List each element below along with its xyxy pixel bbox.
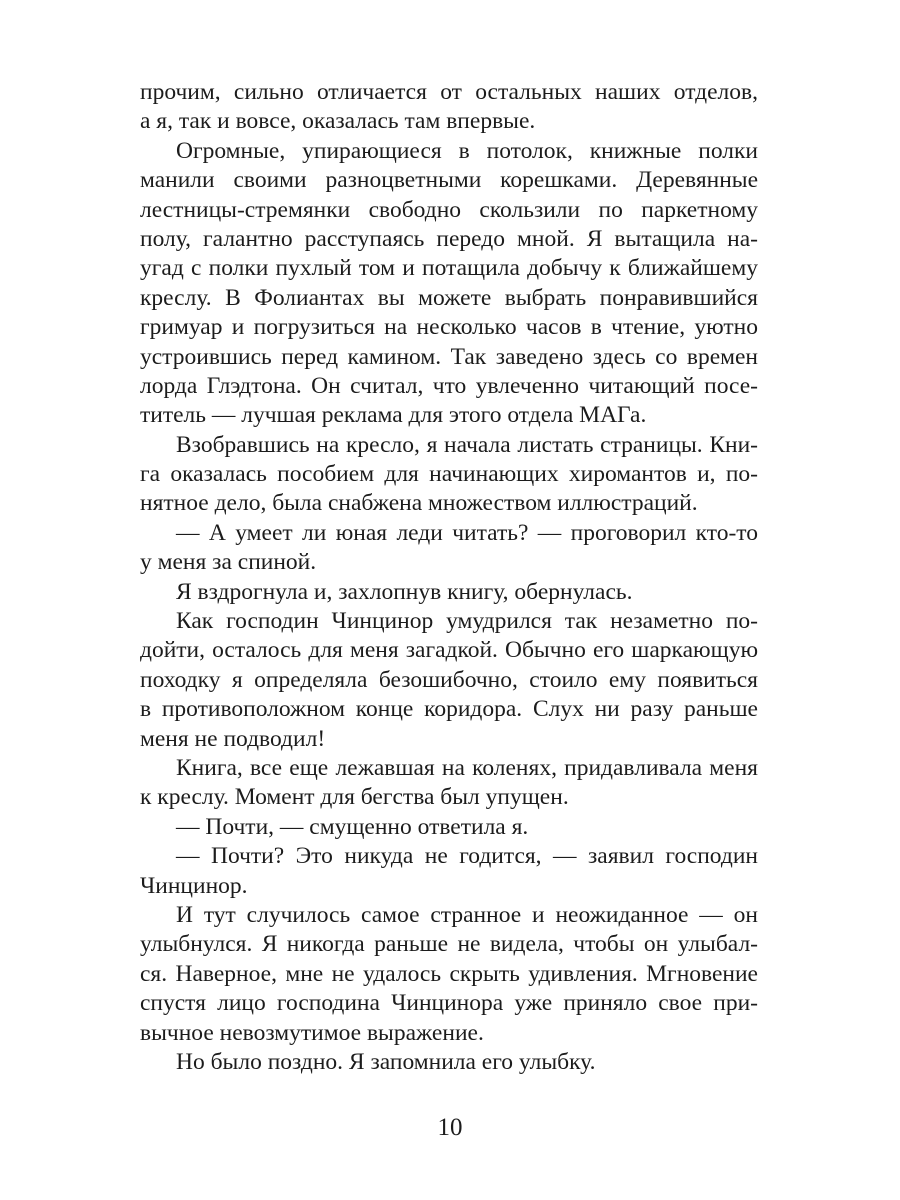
- text-line: улыбнулся. Я никогда раньше не видела, чтобы он улыбал-: [140, 931, 758, 958]
- text-line: прочим, сильно отличается от остальных наших отделов,: [140, 79, 758, 105]
- text-line: титель — лучшая реклама для этого отдела МАГа.: [140, 402, 647, 429]
- text-line: креслу. В Фолиантах вы можете выбрать понравившийся: [140, 284, 758, 311]
- text-line: дойти, осталось для меня загадкой. Обычно его шаркающую: [140, 637, 758, 664]
- text-line: Я вздрогнула и, захлопнув книгу, обернулась.: [176, 578, 633, 605]
- text-line: вычное невозмутимое выражение.: [140, 1019, 484, 1046]
- text-line: а я, так и вовсе, оказалась там впервые.: [140, 108, 536, 135]
- text-line: манили своими разноцветными корешками. Деревянные: [140, 167, 758, 194]
- text-line: Взобравшись на кресло, я начала листать страницы. Кни-: [176, 431, 758, 458]
- text-line: лестницы-стремянки свободно скользили по паркетному: [140, 196, 758, 223]
- body-text: [140, 78, 758, 1077]
- text-line: спустя лицо господина Чинцинора уже приняло свое при-: [140, 990, 758, 1017]
- text-line: у меня за спиной.: [140, 549, 317, 576]
- text-line: меня не подводил!: [140, 725, 326, 752]
- text-line: — А умеет ли юная леди читать? — проговорил кто-то: [176, 519, 758, 546]
- text-line: гримуар и погрузиться на несколько часов в чтение, уютно: [140, 314, 758, 341]
- page-number: 10: [437, 1114, 463, 1141]
- text-line: — Почти? Это никуда не годится, — заявил господин: [176, 843, 758, 870]
- text-line: — Почти, — смущенно ответила я.: [176, 813, 529, 840]
- text-line: Чинцинор.: [140, 872, 248, 899]
- text-line: Книга, все еще лежавшая на коленях, придавливала меня: [176, 754, 758, 781]
- text-line: лорда Глэдтона. Он считал, что увлеченно читающий посе-: [140, 372, 758, 399]
- text-line: И тут случилось самое странное и неожиданное — он: [176, 901, 758, 928]
- text-line: к креслу. Момент для бегства был упущен.: [140, 784, 569, 811]
- text-line: нятное дело, была снабжена множеством иллюстраций.: [140, 490, 698, 517]
- text-line: устроившись перед камином. Так заведено здесь со времен: [140, 343, 758, 370]
- text-line: га оказалась пособием для начинающих хиромантов и, по-: [140, 461, 758, 488]
- text-line: угад с полки пухлый том и потащила добычу к ближайшему: [140, 255, 758, 282]
- text-line: ся. Наверное, мне не удалось скрыть удивления. Мгновение: [140, 960, 758, 987]
- text-line: полу, галантно расступаясь передо мной. Я вытащила на-: [140, 225, 758, 252]
- text-line: в противоположном конце коридора. Слух ни разу раньше: [140, 696, 758, 723]
- text-line: походку я определяла безошибочно, стоило ему появиться: [140, 666, 758, 693]
- text-line: Огромные, упирающиеся в потолок, книжные полки: [176, 137, 758, 164]
- text-line: Но было поздно. Я запомнила его улыбку.: [176, 1048, 596, 1075]
- text-line: Как господин Чинцинор умудрился так незаметно по-: [176, 608, 758, 635]
